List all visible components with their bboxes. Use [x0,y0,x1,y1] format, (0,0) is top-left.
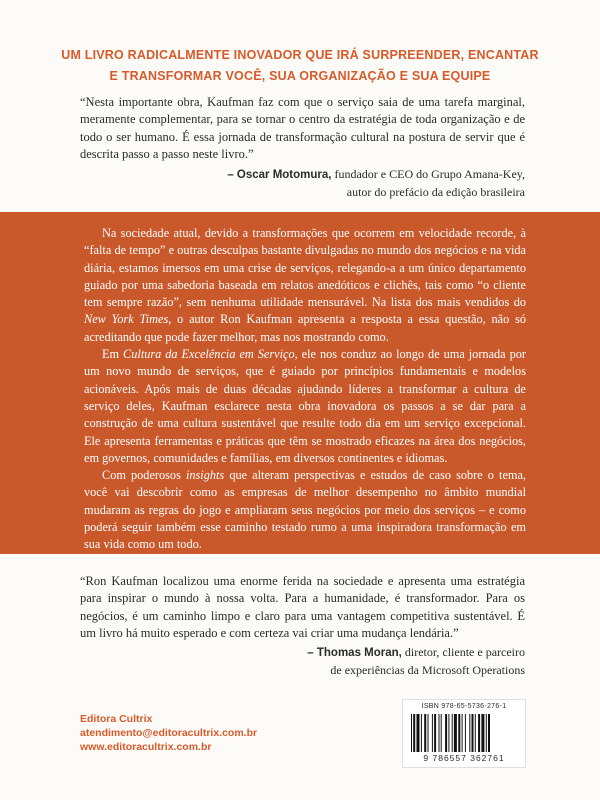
barcode-bar [478,714,480,752]
headline-line-2: E TRANSFORMAR VOCÊ, SUA ORGANIZAÇÃO E SUA EQUIPE [109,69,491,83]
headline [60,45,540,87]
publisher-email: atendimento@editoracultrix.com.br [80,727,258,739]
barcode-bar [462,714,463,752]
barcode [402,699,526,768]
attribution-motomura [105,166,525,200]
synopsis-paragraph-2: Em Cultura da Excelência em Serviço, ele nos conduz ao longo de uma jornada por um novo mundo de serviços, que é guiado por princípios fundamentais e modelos acionáveis. Após mais de duas décadas ajudando líderes a transformar a cultura de serviço deles, Kaufman esclarece nesta obra inovadora os passos a se dar para a construção de uma cultura sustentável que resulte todo dia em um serviço excepcional. Ele apresenta ferramentas e práticas que têm se mostrado eficazes na área dos negócios, em governos, comunidades e famílias, em diversos continentes e idiomas. [84,347,526,465]
barcode-bar [475,714,476,752]
barcode-bar [441,714,442,752]
publisher-name: Editora Cultrix [80,713,153,725]
barcode-bar [472,714,474,752]
barcode-bar [465,714,466,752]
barcode-bar [413,714,415,752]
author-role: fundador e CEO do Grupo Amana-Key, [331,167,525,181]
attribution-moran [105,644,525,678]
author-role-line-2: autor do prefácio da edição brasileira [346,184,525,199]
barcode-bar [481,714,484,752]
publisher-info [80,712,257,754]
isbn-label: ISBN 978-65-5736-276-1 [421,703,507,710]
barcode-bar [421,714,422,752]
author-name: – Oscar Motomura, [227,169,332,181]
barcode-bar [469,714,470,752]
author-role-line-2: de experiências da Microsoft Operations [330,662,525,677]
barcode-bar [417,714,420,752]
synopsis [84,225,526,554]
barcode-bar [458,714,460,752]
barcode-bar [439,714,440,752]
barcode-bar [432,714,433,752]
barcode-number: 9 786557 362761 [423,753,505,763]
synopsis-paragraph-1: Na sociedade atual, devido a transformações que ocorrem em velocidade recorde, à “falta de tempo” e outras desculpas bastante divulgadas no mundo dos negócios e na vida diária, estamos imersos em uma crise de serviços, relegando-a a um único departamento guiado por uma sabedoria baseada em relatos anedóticos e clichês, tais como “o cliente tem sempre razão”, sem nenhuma utilidade mensurável. Na lista dos mais vendidos do New York Times, o autor Ron Kaufman apresenta a resposta a essa questão, não só acreditando que pode fazer melhor, mas nos mostrando como. [84,226,526,344]
barcode-bar [434,714,436,752]
barcode-bar [488,714,490,752]
quote-moran: “Ron Kaufman localizou uma enorme ferida na sociedade e apresenta uma estratégia para inspirar o mundo à nossa volta. Para a humanidade, é transformador. Para os negócios, é um caminho limpo e claro para uma vantagem competitiva sustentável. É um livro há muito esperado e com certeza vai criar uma mudança lendária.” [80,574,525,641]
barcode-bar [486,714,487,752]
barcode-bar [454,714,457,752]
quote-motomura: “Nesta importante obra, Kaufman faz com que o serviço saia de uma tarefa marginal, meramente complementar, para se tornar o centro da estratégia de toda organização e de todo o ser humano. É essa jornada de transformação cultural na postura de servir que é descrita passo a passo neste livro.” [80,95,525,162]
synopsis-paragraph-3: Com poderosos insights que alteram perspectivas e estudos de caso sobre o tema, você vai descobrir como as empresas de melhor desempenho no âmbito mundial mudaram as regras do jogo e ampliaram seus negócios por meio dos serviços – e como poderá seguir também esse caminho testado rumo a uma inspiradora transformação em sua vida como um todo. [84,468,526,552]
barcode-bar [445,714,447,752]
publisher-website: www.editoracultrix.com.br [80,741,212,753]
author-name: – Thomas Moran, [307,647,402,659]
barcode-bars [411,714,517,752]
barcode-bar [428,714,429,752]
barcode-bar [452,714,453,752]
headline-line-1: UM LIVRO RADICALMENTE INOVADOR QUE IRÁ SURPREENDER, ENCANTAR [61,48,539,62]
barcode-bar [424,714,426,752]
barcode-bar [411,714,412,752]
barcode-bar [448,714,449,752]
author-role: diretor, cliente e parceiro [401,645,525,659]
